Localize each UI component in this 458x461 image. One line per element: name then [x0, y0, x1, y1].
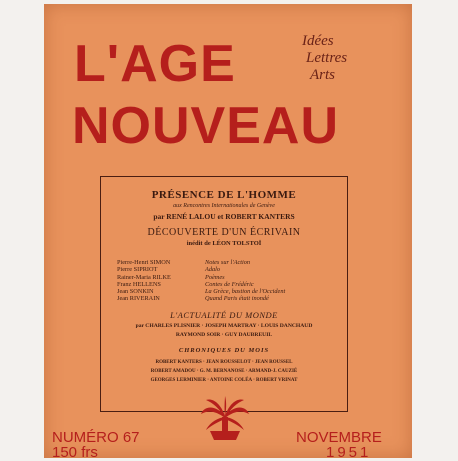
palm-emblem-icon — [200, 396, 250, 442]
feature-byline: par RENÉ LALOU et ROBERT KANTERS — [153, 212, 295, 221]
chroniques-line-3: GEORGES LERMINIER · ANTOINE COLÉA · ROBERT VRINAT — [150, 378, 298, 383]
feature-heading: PRÉSENCE DE L'HOMME — [151, 189, 297, 201]
actualite-line-1: par CHARLES PLISNIER · JOSEPH MARTRAY · LOUIS DANCHAUD — [135, 323, 313, 329]
issue-price: 150 frs — [52, 444, 98, 461]
work-list — [205, 259, 285, 303]
work-title: Contes de Frédéric — [205, 280, 254, 288]
subtitle-idees: Idées — [302, 33, 334, 49]
author-name: Pierre SIPRIOT — [117, 266, 158, 274]
actualite-line-2: RAYMOND SOIR · GUY DAUBREUIL — [175, 332, 273, 338]
issue-year: 1951 — [326, 444, 372, 461]
title-line-2: NOUVEAU — [72, 97, 340, 155]
contents-box — [100, 176, 348, 412]
work-title: La Grèce, bastion de l'Occident — [205, 288, 286, 296]
feature-subheading: aux Rencontres Internationales de Genève — [173, 203, 275, 209]
author-name: Jean RIVERAIN — [117, 295, 160, 303]
magazine-cover — [44, 4, 412, 461]
issue-number: NUMÉRO 67 — [52, 429, 140, 446]
chroniques-heading: CHRONIQUES DU MOIS — [178, 347, 270, 354]
work-title: Quand Paris était inondé — [205, 295, 269, 303]
chroniques-line-2: ROBERT AMADOU · G. M. BERNANOSE · ARMAND-J. CAUZIÉ — [150, 369, 298, 374]
author-name: Pierre-Henri SIMON — [117, 259, 171, 266]
author-name: Jean SONKIN — [117, 288, 154, 296]
issue-month: NOVEMBRE — [296, 429, 382, 446]
actualite-heading: L'ACTUALITÉ DU MONDE — [170, 310, 278, 320]
discovery-heading: DÉCOUVERTE D'UN ÉCRIVAIN — [147, 227, 301, 238]
title-line-1: L'AGE — [74, 35, 236, 93]
author-list — [117, 259, 171, 303]
work-title: Adalo — [205, 266, 221, 274]
subtitle-arts: Arts — [310, 67, 336, 83]
chroniques-line-1: ROBERT KANTERS · JEAN ROUSSELOT · JEAN ROUSSEL — [155, 360, 293, 365]
subtitle-lettres: Lettres — [306, 50, 348, 66]
author-name: Rainer-Maria RILKE — [117, 273, 171, 281]
work-title: Notes sur l'Action — [205, 259, 251, 266]
work-title: Poèmes — [205, 273, 225, 281]
author-name: Franz HELLENS — [117, 280, 161, 288]
discovery-byline: inédit de LÉON TOLSTOÏ — [186, 240, 262, 247]
